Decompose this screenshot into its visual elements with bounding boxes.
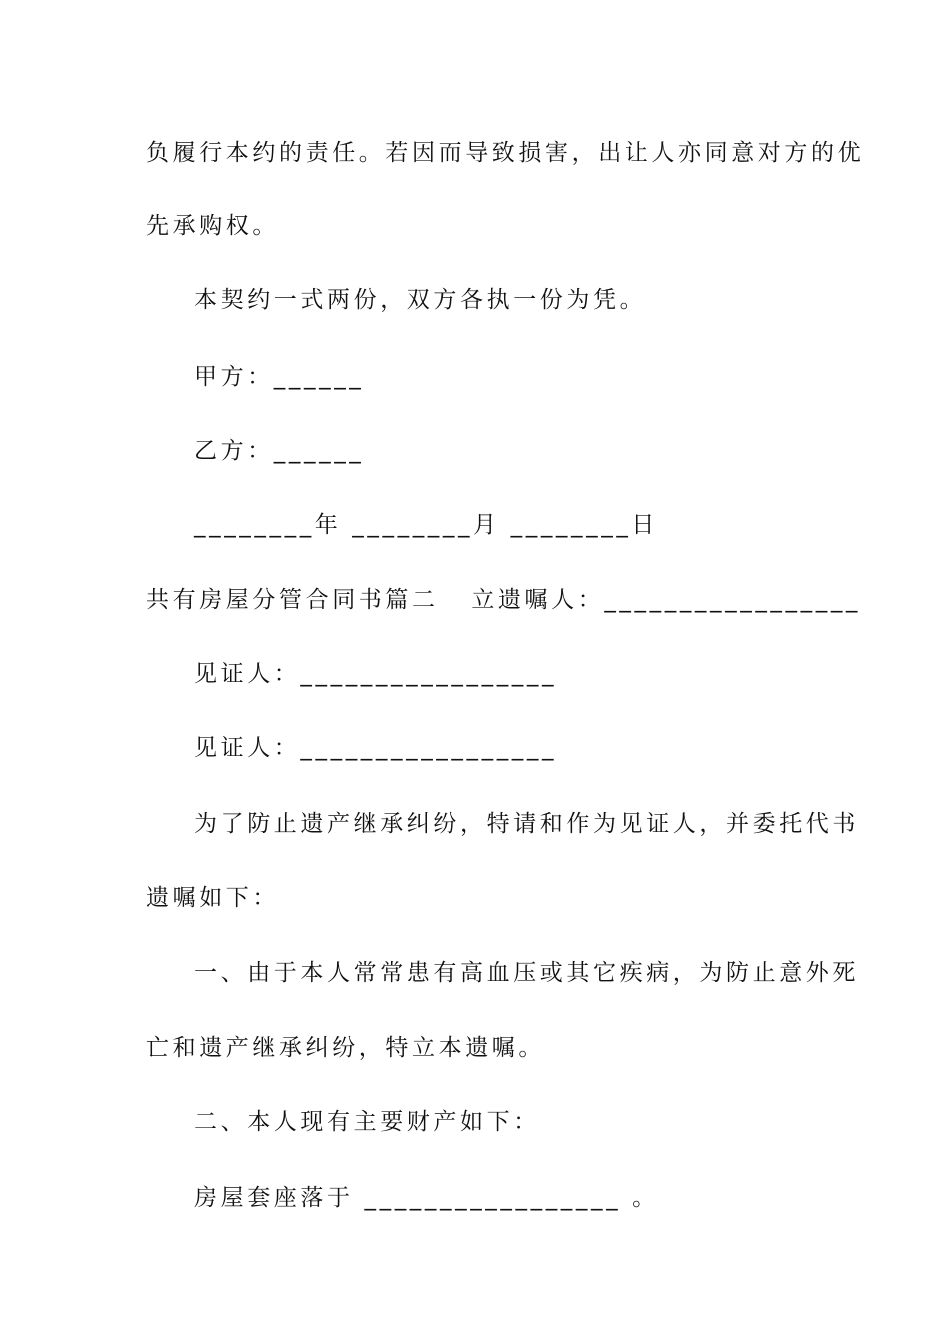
- date-line: ________年 ________月 ________日: [194, 512, 659, 538]
- paragraph-line: 一、由于本人常常患有高血压或其它疾病，为防止意外死: [194, 960, 859, 986]
- paragraph-line: 亡和遗产继承纠纷，特立本遗嘱。: [146, 1035, 545, 1061]
- party-a-signature-line: 甲方：______: [194, 364, 365, 390]
- paragraph-line: 负履行本约的责任。若因而导致损害，出让人亦同意对方的优: [146, 140, 865, 166]
- property-location-line: 房屋套座落于 _________________ 。: [194, 1185, 659, 1211]
- paragraph-line: 二、本人现有主要财产如下：: [194, 1109, 540, 1135]
- witness-line: 见证人：_________________: [194, 661, 558, 687]
- section-heading-line: 共有房屋分管合同书篇二 立遗嘱人：_________________: [146, 587, 862, 613]
- witness-line: 见证人：_________________: [194, 735, 558, 761]
- paragraph-line: 遗嘱如下：: [146, 885, 279, 911]
- paragraph-line: 本契约一式两份，双方各执一份为凭。: [194, 287, 647, 313]
- paragraph-line: 为了防止遗产继承纠纷，特请和作为见证人，并委托代书: [194, 811, 859, 837]
- paragraph-line: 先承购权。: [146, 213, 279, 239]
- party-b-signature-line: 乙方：______: [194, 438, 365, 464]
